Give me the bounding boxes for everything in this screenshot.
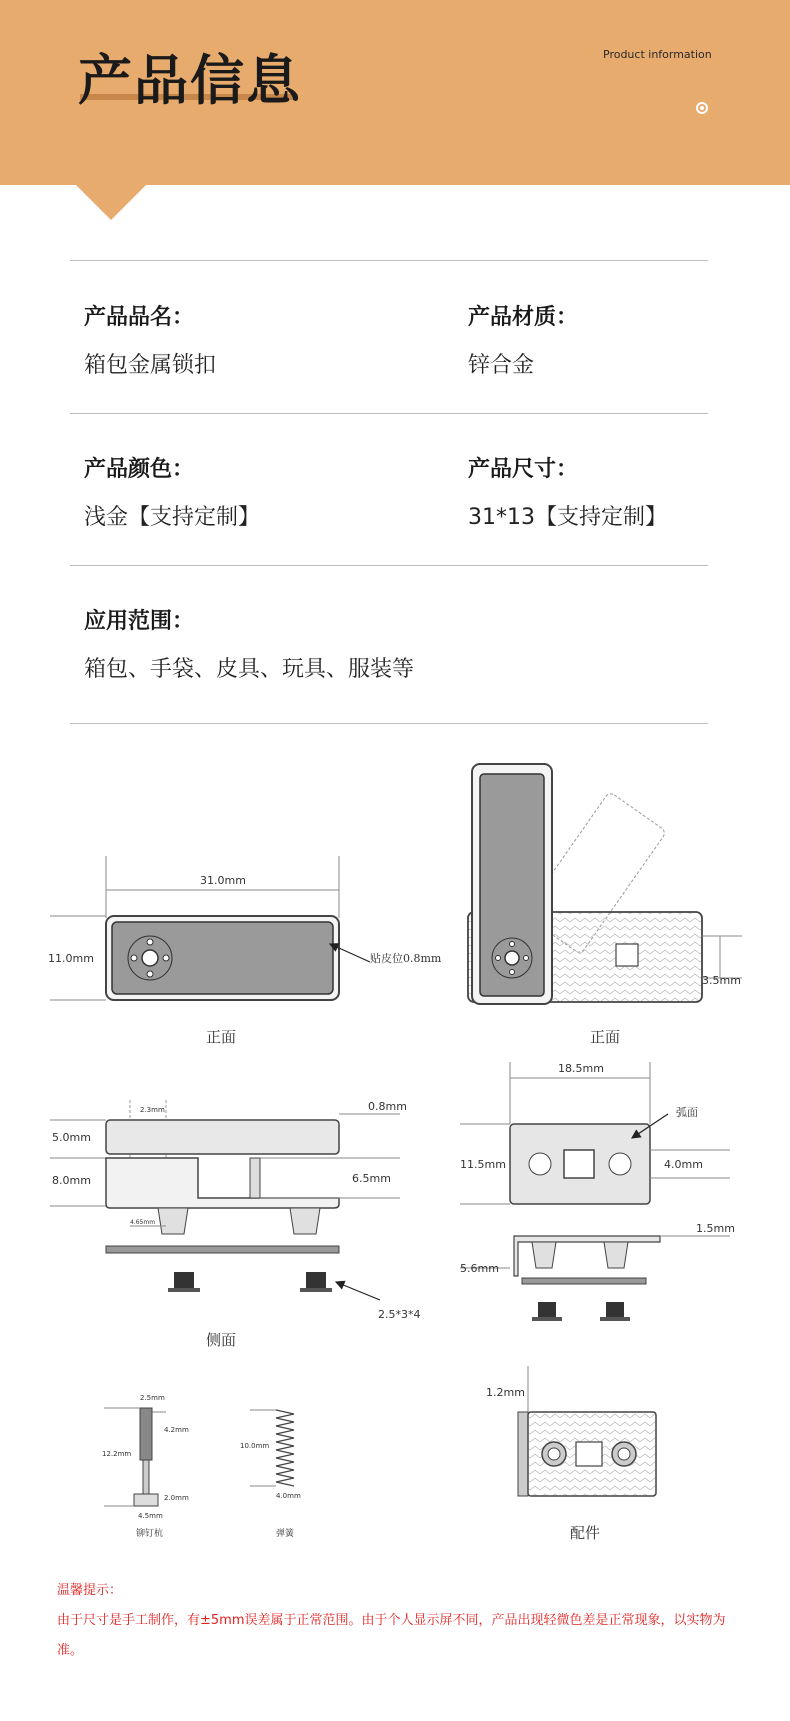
spring-width-label: 4.0mm	[276, 1492, 301, 1500]
side-view-drawing	[50, 1100, 421, 1349]
part-view-drawing	[460, 1062, 735, 1321]
page-subtitle: Product information	[603, 48, 712, 61]
accessory-caption: 配件	[570, 1524, 601, 1542]
accessory-drawing	[486, 1366, 656, 1542]
size-label: 产品尺寸：	[468, 457, 579, 482]
usage-value: 箱包、手袋、皮具、玩具、服装等	[84, 657, 415, 682]
part-hole-label: 4.0mm	[664, 1158, 703, 1171]
open-view-drawing	[468, 764, 742, 1046]
part-d2-label: 1.5mm	[696, 1222, 735, 1235]
name-value: 箱包金属锁扣	[84, 353, 217, 378]
front-height-label: 11.0mm	[48, 952, 94, 965]
pin-drawing	[102, 1394, 189, 1539]
open-dim-label: 3.5mm	[702, 974, 741, 987]
screw-label: 2.5*3*4	[378, 1308, 421, 1321]
arc-label: 弧面	[676, 1106, 698, 1119]
usage-label: 应用范围：	[84, 609, 195, 634]
material-label: 产品材质：	[468, 305, 579, 330]
pin-caption: 铆钉杭	[136, 1529, 164, 1539]
radio-dot-icon	[696, 102, 708, 114]
banner-notch	[76, 185, 146, 220]
page-title: 产品信息	[78, 49, 302, 112]
side-d6-label: 4.65mm	[130, 1219, 156, 1226]
side-d2-label: 5.0mm	[52, 1131, 91, 1144]
divider	[70, 723, 708, 724]
spring-drawing	[240, 1410, 301, 1539]
size-value: 31*13【支持定制】	[468, 505, 667, 530]
side-d3-label: 8.0mm	[52, 1174, 91, 1187]
pin-thread-label: 4.2mm	[164, 1426, 189, 1434]
side-caption: 侧面	[206, 1331, 237, 1349]
part-width-label: 18.5mm	[558, 1062, 604, 1075]
pin-base-label: 4.5mm	[138, 1512, 163, 1520]
spring-caption: 弹簧	[276, 1529, 295, 1539]
front-view-drawing	[48, 856, 442, 1046]
front-width-label: 31.0mm	[200, 874, 246, 887]
divider	[70, 260, 708, 261]
front-caption: 正面	[206, 1028, 237, 1046]
side-d4-label: 6.5mm	[352, 1172, 391, 1185]
part-height-label: 11.5mm	[460, 1158, 506, 1171]
notice-title: 温馨提示：	[57, 1583, 123, 1598]
part-d1-label: 5.6mm	[460, 1262, 499, 1275]
name-label: 产品品名：	[84, 305, 195, 330]
color-value: 浅金【支持定制】	[84, 505, 261, 530]
technical-drawings	[40, 748, 750, 1558]
material-value: 锌合金	[468, 353, 535, 378]
notice-body: 由于尺寸是手工制作，有±5mm误差属于正常范围。由于个人显示屏不同，产品出现轻微色差是正常现象，以实物为准。	[57, 1613, 726, 1658]
accessory-thick-label: 1.2mm	[486, 1386, 525, 1399]
side-d1-label: 0.8mm	[368, 1100, 407, 1113]
divider	[70, 413, 708, 414]
color-label: 产品颜色：	[84, 457, 195, 482]
pad-label: 贴皮位0.8mm	[370, 952, 442, 965]
side-d5-label: 2.3mm	[140, 1106, 165, 1114]
pin-top-label: 2.5mm	[140, 1394, 165, 1402]
spring-len-label: 10.0mm	[240, 1442, 270, 1450]
pin-len-label: 12.2mm	[102, 1450, 132, 1458]
divider	[70, 565, 708, 566]
open-caption: 正面	[590, 1028, 621, 1046]
pin-head-label: 2.0mm	[164, 1494, 189, 1502]
